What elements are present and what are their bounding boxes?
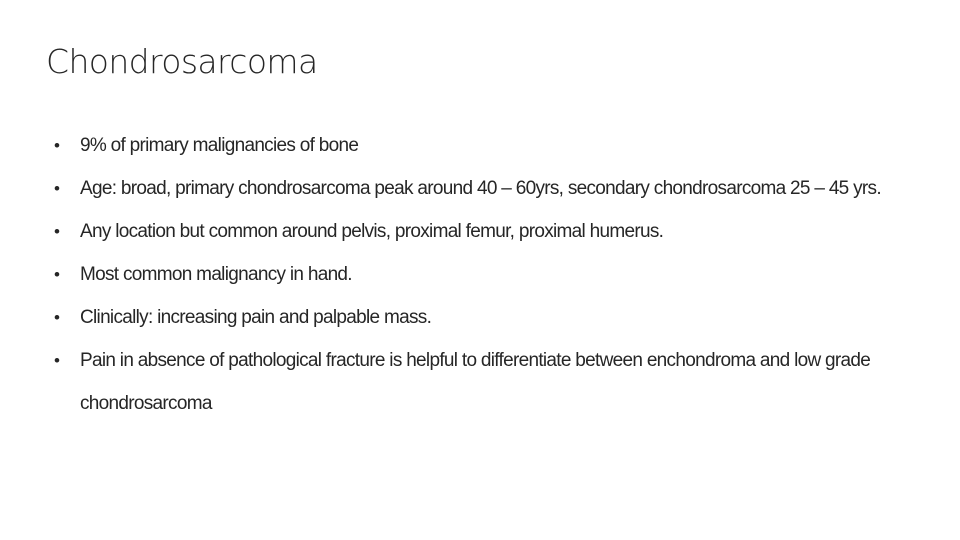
bullet-dot-icon: •: [54, 179, 60, 198]
bullet-item: [52, 339, 932, 425]
bullet-dot-icon: •: [54, 351, 60, 370]
bullet-item: [52, 296, 932, 339]
bullet-dot-icon: •: [54, 265, 60, 284]
bullet-item: [52, 167, 932, 210]
bullet-dot-icon: •: [54, 222, 60, 241]
bullet-item: [52, 210, 932, 253]
bullet-text: Most common malignancy in hand.: [80, 264, 352, 285]
bullet-dot-icon: •: [54, 136, 60, 155]
bullet-text: Clinically: increasing pain and palpable mass.: [80, 307, 432, 328]
bullet-item: [52, 124, 932, 167]
slide-title: Chondrosarcoma: [46, 42, 318, 81]
bullet-text: Any location but common around pelvis, proximal femur, proximal humerus.: [80, 221, 664, 242]
bullet-text: Age: broad, primary chondrosarcoma peak around 40 – 60yrs, secondary chondrosarcoma 25 – 45 yrs.: [80, 178, 881, 199]
bullet-text: Pain in absence of pathological fracture is helpful to differentiate between enchondroma and low grade chondrosarcoma: [80, 350, 871, 414]
bullet-text: 9% of primary malignancies of bone: [80, 135, 359, 156]
bullet-list: [52, 124, 932, 425]
bullet-item: [52, 253, 932, 296]
bullet-dot-icon: •: [54, 308, 60, 327]
